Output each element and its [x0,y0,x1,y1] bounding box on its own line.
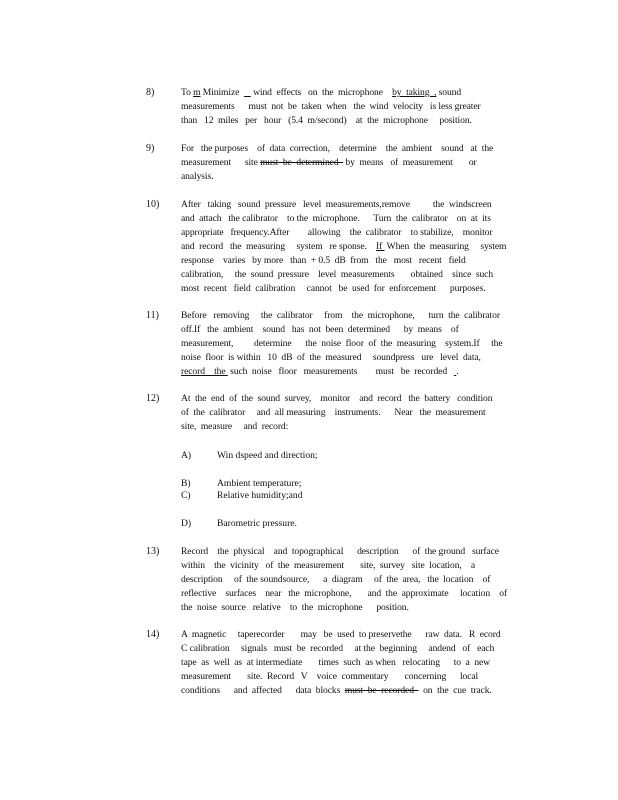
sub-item-text: Relative humidity;and [217,490,303,501]
text-line [181,323,541,337]
text-run: A magnetic taperecorder may be used to preservethe raw data. R ecord [181,629,501,640]
inserted-text: If [376,241,385,252]
text-run: conditions and affected data blocks [181,685,345,696]
item-text [181,142,541,184]
text-line [181,282,541,296]
text-line [181,587,541,601]
text-line [181,309,541,323]
sub-item-label: B) [181,478,191,489]
text-run: measurement site. Record V voice commentary concerning local [181,671,479,682]
inserted-text [244,87,251,98]
text-line [181,670,541,684]
item-number: 13) [146,546,160,557]
text-run: than 12 miles per hour (5.4 m/second) at the microphone position. [181,115,472,126]
text-line [181,156,541,170]
text-run: site, measure and record: [181,421,289,432]
text-run: Before removing the calibrator from the microphone, turn the calibrator [181,310,500,321]
text-line [181,212,541,226]
text-run: analysis. [181,171,214,182]
text-line [181,420,541,434]
text-run: wind effects on the microphone [250,87,393,98]
text-run: noise floor is within 10 dB of the measured soundpress ure level data, [181,352,481,363]
item-number: 11) [146,310,159,321]
text-run: appropriate frequency.After allowing the calibrator to stabilize, monitor [181,227,493,238]
text-run: by means of measurement or [343,157,477,168]
item-number: 14) [146,629,160,640]
text-line [181,170,541,184]
inserted-text: m [193,87,201,98]
item-text [181,545,541,615]
text-run: reflective surfaces near the microphone, and the approximate location of [181,588,508,599]
text-line [181,545,541,559]
text-run: response varies by more than + 0.5 dB from the most recent field [181,255,466,266]
text-line [181,559,541,573]
item-number: 10) [146,199,160,210]
text-line [181,337,541,351]
text-run: Record the physical and topographical description of the ground surface [181,546,499,557]
text-run: sound [436,87,462,98]
item-number: 8) [146,87,155,98]
item-number: 9) [146,143,155,154]
text-line [181,268,541,282]
text-line [181,114,541,128]
text-line [181,226,541,240]
text-line [181,573,541,587]
text-line [181,392,541,406]
inserted-text: record the [181,366,228,377]
text-line [181,365,541,379]
text-line [181,240,541,254]
text-line [181,601,541,615]
text-line [181,198,541,212]
text-run: and record the measuring system re sponse. [181,241,377,252]
sub-item-label: C) [181,490,191,501]
text-line [181,684,541,698]
text-line [181,351,541,365]
text-run: of the calibrator and all measuring instruments. Near the measurement [181,407,486,418]
text-run: measurement site [181,157,261,168]
deleted-text: must be recorded [344,685,419,696]
text-run: For the purposes of data correction, determine the ambient sound at the [181,143,494,154]
text-run: After taking sound pressure level measurements,remove the windscreen [181,199,492,210]
text-run: . [456,366,459,377]
item-text [181,309,541,379]
text-run: measurements must not be taken when the wind velocity is less greater [181,101,481,112]
text-run: At the end of the sound survey, monitor and record the battery condition [181,393,493,404]
sub-item-label: A) [181,450,192,461]
text-line [181,628,541,642]
text-run: calibration, the sound pressure level measurements obtained since such [181,269,494,280]
text-line [181,406,541,420]
text-line [181,100,541,114]
text-run: the noise source relative to the microphone position. [181,602,409,613]
text-run: tape as well as at intermediate times such as when relocating to a new [181,657,490,668]
text-line [181,254,541,268]
text-line [181,656,541,670]
sub-item-text: Ambient temperature; [217,478,302,489]
sub-item-text: Barometric pressure. [217,518,297,529]
text-run: description of the soundsource, a diagram of the area, the location of [181,574,491,585]
text-run: such noise floor measurements must be recorded [227,366,454,377]
text-run: Minimize [200,87,244,98]
item-text [181,198,541,296]
inserted-text: by taking , [392,87,437,98]
text-run: measurement, determine the noise floor of the measuring system.If the [181,338,503,349]
deleted-text: must be determined [260,157,344,168]
text-line [181,142,541,156]
text-run: most recent field calibration cannot be used for enforcement purposes. [181,283,486,294]
text-run: To [181,87,194,98]
item-text [181,628,541,698]
item-text [181,86,541,128]
item-text [181,392,541,434]
sub-item-label: D) [181,518,192,529]
sub-item-text: Win dspeed and direction; [217,450,318,461]
text-run: off.If the ambient sound has not been determined by means of [181,324,459,335]
text-run: When the measuring system [384,241,507,252]
text-run: and attach the calibrator to the microphone. Turn the calibrator on at its [181,213,491,224]
text-run: on the cue track. [418,685,492,696]
text-run: C calibration signals must be recorded at the beginning andend of each [181,643,495,654]
text-line [181,86,541,100]
item-number: 12) [146,393,160,404]
text-run: within the vicinity of the measurement site, survey site location, a [181,560,476,571]
text-line [181,642,541,656]
